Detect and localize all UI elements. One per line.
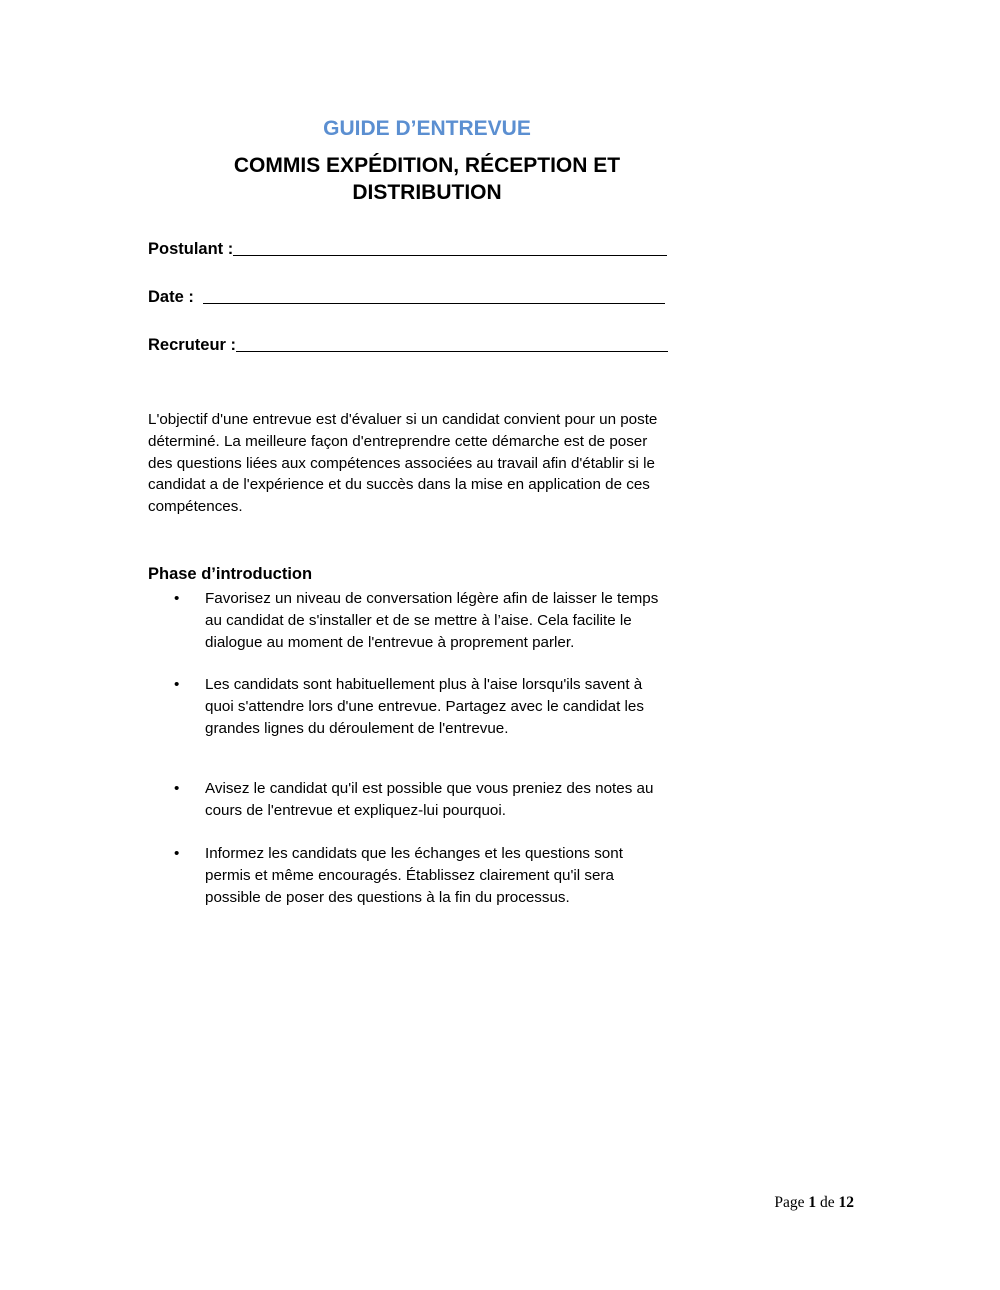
text-line: grandes lignes du déroulement de l'entrevue. (205, 719, 509, 737)
section-heading: Phase d’introduction (148, 565, 313, 583)
text-line: L'objectif d'une entrevue est d'évaluer si un candidat convient pour un poste (148, 411, 658, 428)
text-line: Favorisez un niveau de conversation légère afin de laisser le temps (205, 590, 659, 607)
list-item-text (205, 588, 705, 653)
field-label: Date : (148, 288, 204, 306)
recruiter-blank-line[interactable] (236, 351, 668, 352)
text-line: permis et même encouragés. Établissez clairement qu'il sera (205, 866, 614, 884)
recruiter-field (148, 336, 668, 355)
intro-paragraph (148, 409, 708, 518)
bullet-icon: • (174, 590, 180, 607)
list-item-text (205, 843, 705, 908)
text-line: compétences. (148, 498, 243, 516)
subtitle-line: COMMIS EXPÉDITION, RÉCEPTION ET (233, 154, 621, 177)
of-word: de (819, 1194, 835, 1211)
text-line: Avisez le candidat qu'il est possible que vous preniez des notes au (205, 780, 654, 797)
text-line: candidat a de l'expérience et du succès dans la mise en application de ces (148, 476, 650, 494)
date-blank-line[interactable] (203, 303, 665, 304)
text-line: possible de poser des questions à la fin du processus. (205, 888, 570, 906)
text-line: quoi s'attendre lors d'une entrevue. Partagez avec le candidat les (205, 697, 644, 715)
text-line: des questions liées aux compétences associées au travail afin d'établir si le (148, 454, 655, 472)
text-line: au candidat de s'installer et de se mettre à l’aise. Cela facilite le (205, 611, 632, 629)
page-word: Page (774, 1194, 805, 1211)
date-field (148, 288, 665, 307)
text-line: déterminé. La meilleure façon d'entreprendre cette démarche est de poser (148, 432, 648, 450)
bullet-icon: • (174, 780, 180, 797)
total-pages: 12 (838, 1194, 854, 1211)
text-line: Les candidats sont habituellement plus à l'aise lorsqu'ils savent à (205, 676, 643, 693)
applicant-field (148, 240, 667, 259)
document-title: GUIDE D’ENTREVUE (323, 117, 531, 140)
document-subtitle (148, 152, 706, 206)
bullet-icon: • (174, 676, 180, 693)
page-number (740, 1194, 854, 1212)
bullet-icon: • (174, 845, 180, 862)
subtitle-line: DISTRIBUTION (352, 181, 502, 204)
current-page: 1 (808, 1194, 817, 1211)
field-label: Postulant : (148, 240, 234, 258)
text-line: dialogue au moment de l'entrevue à proprement parler. (205, 633, 575, 651)
field-label: Recruteur : (148, 336, 237, 354)
text-line: Informez les candidats que les échanges et les questions sont (205, 845, 623, 862)
list-item-text (205, 778, 705, 822)
applicant-blank-line[interactable] (233, 255, 667, 256)
text-line: cours de l'entrevue et expliquez-lui pourquoi. (205, 801, 506, 819)
list-item-text (205, 674, 705, 739)
